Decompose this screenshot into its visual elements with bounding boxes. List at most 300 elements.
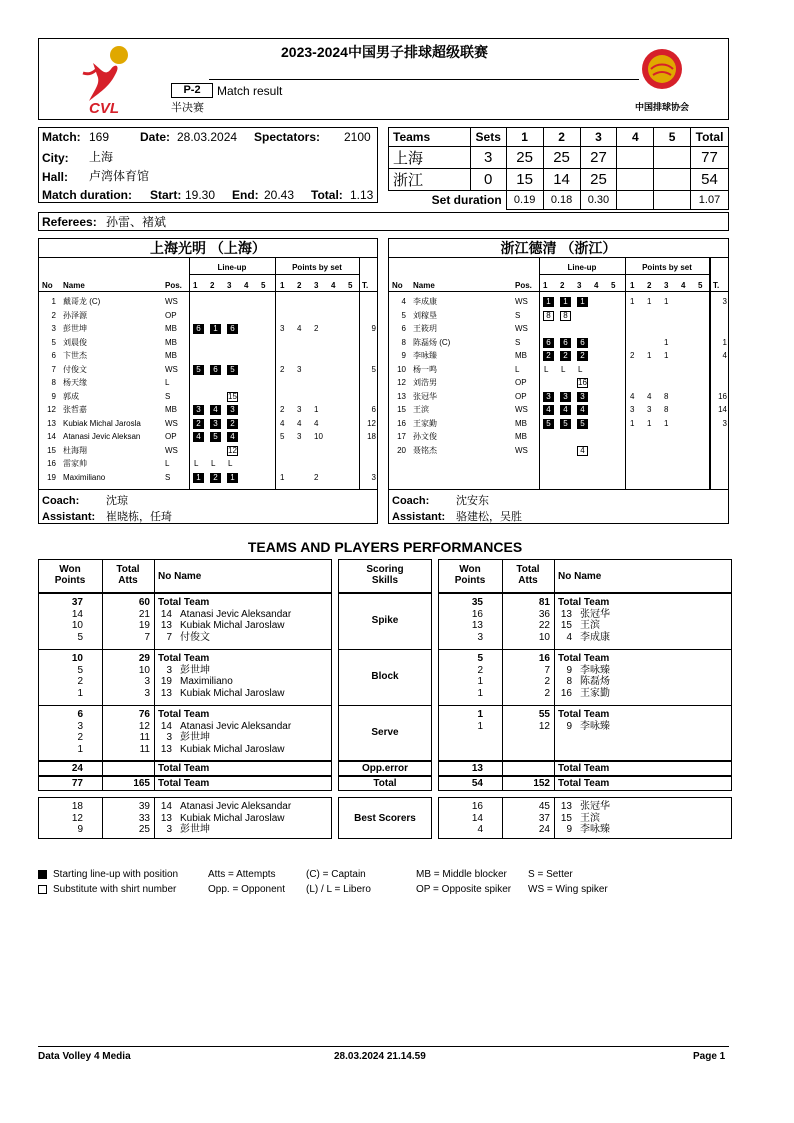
coach-name: 沈安东 [456, 495, 489, 507]
name-header: Name [63, 281, 85, 290]
skill-total: Total [373, 778, 397, 789]
set-col-header: 5 [611, 281, 616, 290]
starting-position: 5 [543, 419, 554, 429]
spectators-count: 2100 [344, 130, 371, 144]
assistant-names: 骆建松，吴胜 [456, 511, 522, 523]
set-col-header: 5 [261, 281, 266, 290]
player-number: 13 [47, 418, 56, 428]
player-number: 5 [51, 337, 56, 347]
perf-skills-block [338, 593, 432, 761]
set-points: 4 [297, 324, 302, 333]
won-points: 13 [471, 620, 483, 631]
starting-position: 4 [210, 405, 221, 415]
start-label: Start: [150, 188, 182, 202]
set-duration: 0.18 [543, 191, 580, 210]
set-points: 1 [630, 297, 635, 306]
player-position: S [165, 391, 171, 401]
legend-substitute: Substitute with shirt number [53, 884, 177, 895]
player-total: 9 [371, 324, 376, 333]
set-points: 1 [664, 337, 669, 347]
date-label: Date: [140, 130, 171, 144]
set-score [617, 169, 654, 191]
starting-position: 4 [543, 405, 554, 415]
player-name: 付俊文 [180, 631, 210, 643]
column-divider [539, 258, 540, 489]
libero-mark: L [544, 364, 549, 374]
won-points: 12 [71, 812, 83, 824]
player-name: 刘晨俊 [63, 337, 87, 347]
attempts: 76 [138, 709, 150, 720]
attempts: 37 [538, 812, 550, 824]
set-col-header: 1 [193, 281, 198, 290]
shirt-number: 3 [166, 664, 172, 676]
no-name-header: No Name [158, 571, 202, 582]
perf-header-left [38, 559, 332, 593]
total-team-label: Total Team [158, 778, 210, 789]
player-name: Atanasi Jevic Aleksandar [180, 801, 292, 812]
perf-skills-block [38, 593, 332, 761]
team-title: 上海光明 （上海） [39, 239, 377, 258]
player-number: 20 [397, 445, 406, 455]
row-divider [438, 705, 732, 706]
player-name: Kubiak Michal Jaroslaw [180, 687, 285, 699]
starting-position: 5 [193, 365, 204, 375]
opp-error-row [438, 761, 732, 776]
won-points: 13 [471, 763, 483, 774]
legend-captain: (C) = Captain [306, 869, 366, 880]
shirt-number: 3 [166, 824, 172, 835]
libero-mark: L [578, 364, 583, 374]
set-score [654, 147, 691, 169]
set-points: 1 [647, 297, 652, 306]
player-number: 10 [397, 364, 406, 374]
starting-position: 5 [227, 365, 238, 375]
set-col-header: 2 [210, 281, 215, 290]
set-score: 14 [543, 169, 580, 191]
shirt-number: 13 [560, 608, 572, 620]
referees-bar [38, 212, 729, 231]
city-label: City: [42, 151, 69, 165]
set-points: 8 [664, 405, 669, 414]
player-name: 付俊文 [63, 364, 87, 374]
won-points: 1 [477, 687, 483, 699]
set-score [654, 169, 691, 191]
starting-position: 5 [210, 432, 221, 442]
referees-label: Referees: [42, 215, 97, 229]
cvl-logo [75, 43, 133, 115]
libero-mark: L [194, 459, 199, 468]
player-number: 9 [51, 391, 56, 401]
starting-position: 3 [560, 392, 571, 402]
won-points: 16 [471, 608, 483, 620]
column-divider [102, 559, 103, 593]
coach-label: Coach: [392, 495, 430, 507]
attempts: 11 [139, 732, 150, 743]
player-position: L [165, 459, 170, 468]
player-name: 郭成 [63, 391, 79, 401]
shirt-number: 13 [160, 687, 172, 699]
column-divider [502, 761, 503, 791]
player-position: L [165, 378, 170, 387]
player-number: 8 [401, 337, 406, 347]
set-points: 5 [280, 432, 285, 441]
player-position: MB [515, 418, 527, 428]
player-number: 6 [51, 351, 56, 360]
lineup-header: Line-up [217, 263, 247, 272]
no-header: No [42, 281, 53, 290]
starting-position: 2 [227, 419, 238, 429]
substitute-number: 15 [228, 391, 237, 401]
player-total: 3 [722, 297, 727, 306]
column-divider [710, 258, 711, 489]
player-position: WS [165, 364, 178, 374]
legend-mb: MB = Middle blocker [416, 869, 507, 880]
player-name: 李咏臻 [413, 351, 437, 360]
total-team-label: Total Team [558, 778, 610, 789]
best-scorers-block [438, 797, 732, 839]
attempts: 152 [533, 778, 550, 789]
starting-position: 1 [227, 473, 238, 483]
legend-ws: WS = Wing spiker [528, 884, 608, 895]
starting-position: 3 [227, 405, 238, 415]
set-duration-label: Set duration [389, 191, 507, 210]
won-points: 24 [71, 763, 83, 774]
attempts: 7 [544, 664, 550, 676]
legend-atts: Atts = Attempts [208, 869, 276, 880]
starting-position: 3 [577, 392, 588, 402]
score-header-set5: 5 [654, 128, 691, 147]
total-row [438, 776, 732, 791]
skills-header: Skills [371, 575, 399, 586]
won-points: 4 [477, 824, 483, 835]
hall-value: 卢湾体育馆 [89, 169, 150, 183]
set-col-header: 1 [630, 281, 635, 290]
set-points: 3 [280, 324, 285, 333]
player-number: 16 [47, 459, 56, 468]
opp-error-row [38, 761, 332, 776]
set-col-header: T. [713, 281, 720, 290]
name-header: Name [413, 281, 435, 290]
player-position: L [515, 364, 520, 374]
match-label: Match: [42, 130, 81, 144]
assistant-label: Assistant: [392, 511, 446, 523]
column-divider [102, 761, 103, 791]
pos-header: Pos. [165, 281, 182, 290]
attempts: 22 [538, 620, 550, 631]
coach-name: 沈琼 [106, 495, 128, 507]
set-col-header: 4 [244, 281, 249, 290]
player-position: OP [515, 378, 527, 387]
attempts: 2 [544, 687, 550, 699]
starting-position: 1 [193, 473, 204, 483]
pos-header: Pos. [515, 281, 532, 290]
footer-page: Page 1 [693, 1051, 726, 1062]
attempts: 36 [538, 608, 550, 620]
won-points: 14 [71, 608, 83, 620]
spectators-label: Spectators: [254, 130, 321, 144]
won-points: 3 [77, 720, 83, 732]
attempts: 60 [138, 597, 150, 608]
score-row-home [389, 147, 729, 169]
column-divider [554, 593, 555, 761]
column-divider [102, 797, 103, 839]
won-points: 1 [477, 676, 483, 687]
player-number: 19 [47, 472, 56, 482]
won-header: Points [454, 575, 486, 586]
legend-libero: (L) / L = Libero [306, 884, 371, 895]
player-position: MB [515, 432, 527, 441]
player-name: Kubiak Michal Jaroslaw [180, 620, 285, 631]
player-name: 彭世坤 [180, 664, 210, 676]
header-divider [189, 274, 359, 275]
player-total: 12 [367, 418, 376, 428]
skills-header: Scoring [366, 564, 404, 575]
score-header-set4: 4 [617, 128, 654, 147]
skill-best-scorers: Best Scorers [354, 813, 416, 824]
attempts: 21 [138, 608, 150, 620]
score-header-sets: Sets [470, 128, 506, 147]
score-header-set2: 2 [543, 128, 580, 147]
player-name: 李咏臻 [580, 824, 610, 835]
starting-position: 6 [577, 338, 588, 348]
shirt-number: 14 [160, 801, 172, 812]
player-position: S [165, 472, 171, 482]
set-col-header: 4 [594, 281, 599, 290]
player-number: 5 [401, 310, 406, 320]
set-col-header: 2 [647, 281, 652, 290]
player-name: Atanasi Jevic Aleksan [63, 432, 141, 441]
header-divider [539, 274, 710, 275]
points-header: Points by set [292, 263, 342, 272]
set-points: 4 [280, 418, 285, 428]
set-points: 2 [280, 405, 285, 414]
set-points: 4 [297, 418, 302, 428]
player-total: 4 [722, 351, 727, 360]
won-header: Won [459, 564, 481, 575]
player-number: 6 [401, 324, 406, 333]
player-name: 刘稼垦 [413, 310, 437, 320]
set-score: 27 [580, 147, 617, 169]
set-col-header: 3 [664, 281, 669, 290]
shirt-number: 15 [560, 620, 572, 631]
set-score: 15 [506, 169, 543, 191]
player-number: 2 [51, 310, 56, 320]
player-name: 张冠华 [413, 391, 437, 401]
won-points: 77 [71, 778, 83, 789]
total-team-label: Total Team [558, 597, 610, 608]
player-number: 12 [47, 405, 56, 414]
attempts: 19 [138, 620, 150, 631]
set-duration-total: 1.07 [691, 191, 729, 210]
legend-starting: Starting line-up with position [53, 869, 179, 880]
player-number: 15 [397, 405, 406, 414]
won-points: 2 [477, 664, 483, 676]
player-name: 王家勤 [413, 418, 437, 428]
end-label: End: [232, 188, 259, 202]
set-col-header: 3 [227, 281, 232, 290]
player-name: Atanasi Jevic Aleksandar [180, 720, 292, 732]
footer-timestamp: 28.03.2024 21.14.59 [334, 1051, 426, 1062]
perf-header-skills [338, 559, 432, 593]
player-total: 16 [718, 391, 727, 401]
starting-position: 1 [543, 297, 554, 307]
atts-header: Atts [118, 575, 138, 586]
set-points: 2 [314, 472, 319, 482]
player-name: Maximiliano [180, 676, 233, 687]
set-score: 25 [543, 147, 580, 169]
set-points: 1 [314, 405, 319, 414]
legend-opp: Opp. = Opponent [208, 884, 286, 895]
svg-text:CVL: CVL [89, 100, 119, 115]
player-name: 李咏臻 [580, 664, 610, 676]
set-points: 3 [297, 405, 302, 414]
shirt-number: 13 [160, 620, 172, 631]
set-duration: 0.30 [580, 191, 617, 210]
won-points: 5 [77, 631, 83, 643]
hall-label: Hall: [42, 170, 69, 184]
row-divider [338, 705, 432, 706]
player-name: 王滨 [580, 812, 600, 824]
end-time: 20.43 [264, 188, 295, 202]
player-name: 聂铭杰 [413, 445, 437, 455]
shirt-number: 16 [560, 687, 572, 699]
attempts: 3 [144, 676, 150, 687]
attempts: 29 [138, 653, 150, 664]
attempts: 2 [544, 676, 550, 687]
player-name: 彭世坤 [180, 824, 210, 835]
player-position: MB [165, 405, 177, 414]
player-position: WS [515, 405, 528, 414]
player-position: WS [165, 445, 178, 455]
player-name: 王家勤 [580, 687, 610, 699]
player-name: 杨一鸣 [413, 364, 437, 374]
perf-header-right [438, 559, 732, 593]
points-header: Points by set [642, 263, 692, 272]
row-divider [438, 649, 732, 650]
team-name: 上海 [389, 147, 471, 169]
player-position: S [515, 337, 521, 347]
perf-skills-block [438, 593, 732, 761]
won-points: 5 [477, 653, 483, 664]
column-divider [154, 559, 155, 593]
set-points: 4 [647, 391, 652, 401]
attempts: 16 [538, 653, 550, 664]
attempts: 11 [139, 743, 150, 755]
starting-position: 2 [560, 351, 571, 361]
player-total: 1 [722, 337, 727, 347]
set-score [617, 147, 654, 169]
no-header: No [392, 281, 403, 290]
set-points: 1 [630, 418, 635, 428]
won-header: Won [59, 564, 81, 575]
set-col-header: 5 [698, 281, 703, 290]
won-points: 16 [471, 801, 483, 812]
column-divider [102, 593, 103, 761]
set-score-table [388, 127, 729, 208]
total-team-label: Total Team [558, 763, 610, 774]
column-divider [554, 559, 555, 593]
starting-position: 5 [577, 419, 588, 429]
set-col-header: 5 [348, 281, 353, 290]
substitute-number: 8 [560, 311, 571, 321]
score-header-total: Total [691, 128, 729, 147]
column-divider [275, 258, 276, 489]
shirt-number: 9 [566, 720, 572, 732]
starting-position: 4 [227, 432, 238, 442]
player-name: 杜海翔 [63, 445, 87, 455]
total-team-label: Total Team [558, 709, 610, 720]
starting-position: 6 [227, 324, 238, 334]
shirt-number: 7 [166, 631, 172, 643]
player-name: Kubiak Michal Jaroslaw [180, 812, 285, 824]
column-divider [189, 258, 190, 489]
player-name: Maximiliano [63, 472, 106, 482]
coach-label: Coach: [42, 495, 80, 507]
set-points: 4 [314, 418, 319, 428]
attempts: 10 [138, 664, 150, 676]
set-points: 8 [664, 391, 669, 401]
starting-position: 6 [560, 338, 571, 348]
won-points: 10 [71, 653, 83, 664]
referees-names: 孙雷、褚斌 [106, 215, 167, 229]
set-score: 25 [580, 169, 617, 191]
set-col-header: 3 [314, 281, 319, 290]
score-header-set3: 3 [580, 128, 617, 147]
player-name: 雷家帅 [63, 459, 87, 468]
won-points: 10 [71, 620, 83, 631]
shirt-number: 14 [160, 720, 172, 732]
duration-label: Match duration: [42, 188, 132, 202]
starting-position: 2 [543, 351, 554, 361]
column-divider [554, 761, 555, 791]
footer-software: Data Volley 4 Media [38, 1051, 131, 1062]
player-total: 3 [371, 472, 376, 482]
player-total: 5 [371, 364, 376, 374]
starting-position: 3 [193, 405, 204, 415]
score-row-away [389, 169, 729, 191]
starting-position: 6 [210, 365, 221, 375]
starting-position: 1 [560, 297, 571, 307]
roster-home [38, 238, 378, 524]
player-name: 彭世坤 [63, 324, 87, 333]
score-header-teams: Teams [389, 128, 471, 147]
libero-mark: L [228, 459, 233, 468]
set-col-header: 2 [297, 281, 302, 290]
atts-header: Total [116, 564, 140, 575]
player-name: 李咏臻 [580, 720, 610, 732]
set-col-header: 1 [280, 281, 285, 290]
set-points: 1 [647, 418, 652, 428]
player-position: MB [165, 324, 177, 333]
player-name: 陈磊炀 [580, 676, 610, 687]
row-divider [38, 705, 332, 706]
player-number: 1 [51, 297, 56, 306]
match-number: 169 [89, 130, 110, 144]
won-points: 14 [471, 812, 483, 824]
set-col-header: 4 [681, 281, 686, 290]
set-points: 2 [314, 324, 319, 333]
player-name: 卞世杰 [63, 351, 87, 360]
column-divider [154, 761, 155, 791]
legend-s: S = Setter [528, 869, 573, 880]
set-duration [617, 191, 654, 210]
column-divider [502, 593, 503, 761]
performances-title: TEAMS AND PLAYERS PERFORMANCES [247, 539, 523, 555]
match-stage: 半决赛 [171, 102, 204, 114]
won-points: 1 [77, 687, 83, 699]
column-divider [154, 593, 155, 761]
shirt-number: 4 [566, 631, 572, 643]
